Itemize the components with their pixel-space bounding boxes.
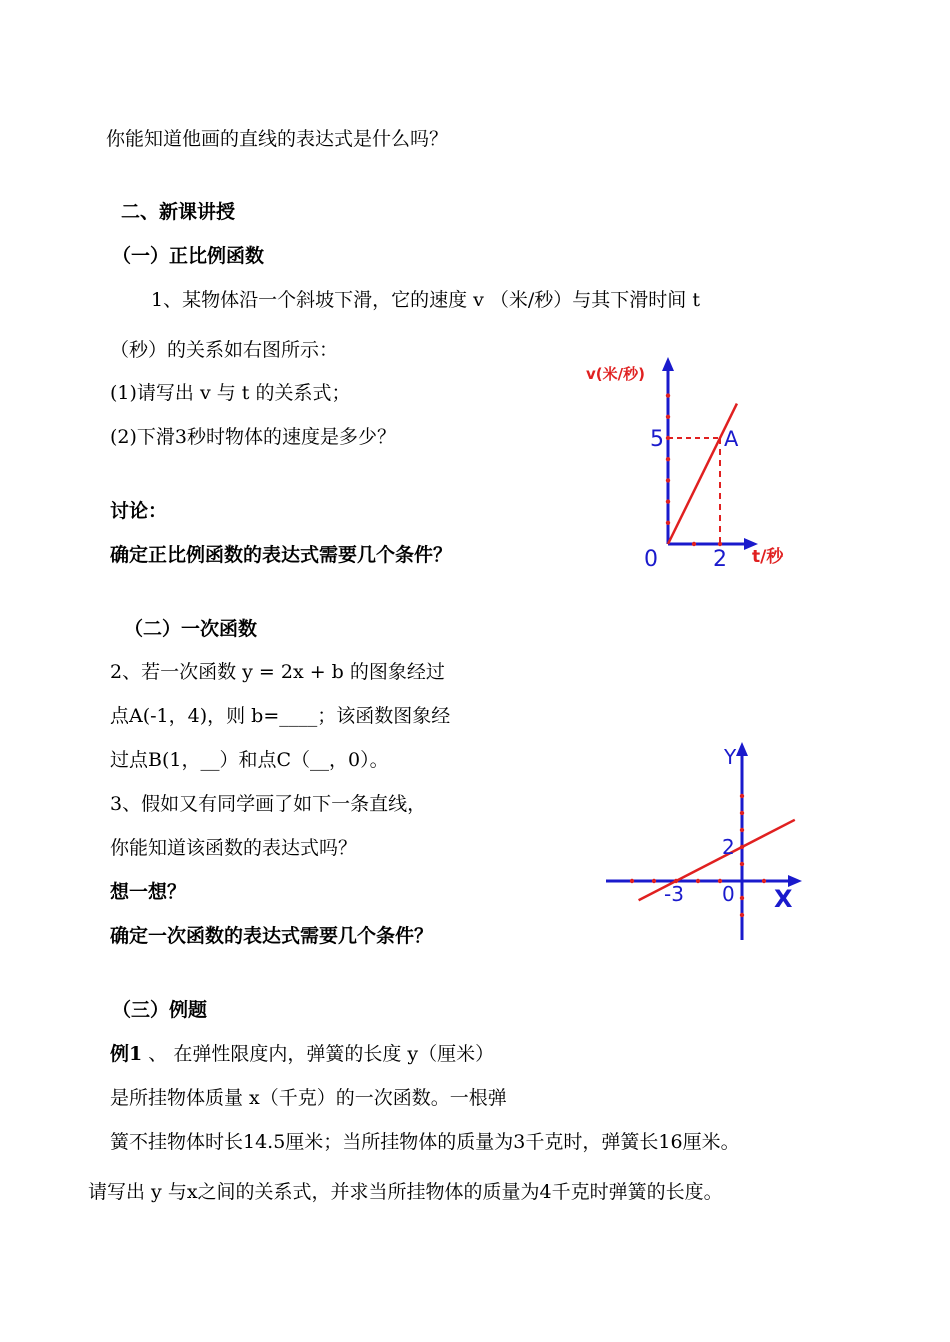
c1-x-axis-label: t/秒 [752, 547, 784, 567]
example-label: 例1 [110, 1043, 143, 1065]
c1-y-tick-dot [666, 393, 670, 397]
example-line3: 簧不挂物体时长14.5厘米；当所挂物体的质量为3千克时，弹簧长16厘米。 [110, 1131, 740, 1153]
linear-function-chart [600, 740, 810, 945]
section-title: 二、新课讲授 [121, 201, 236, 223]
c2-x-tick-dot [630, 879, 634, 883]
discussion-question: 确定正比例函数的表达式需要几个条件？ [110, 544, 453, 566]
discussion-label: 讨论： [110, 500, 168, 522]
problem3-line2: 你能知道该函数的表达式吗？ [110, 837, 358, 859]
c2-tick-dots [630, 794, 766, 917]
c2-y-axis-arrow [736, 742, 748, 756]
example-line1-text: 、 在弹性限度内，弹簧的长度 y（厘米） [142, 1043, 495, 1065]
example-line2: 是所挂物体质量 x（千克）的一次函数。一根弹 [110, 1087, 507, 1109]
c1-series-line [668, 404, 737, 544]
c2-y-tick-dot [740, 794, 744, 798]
c2-y-tick-dot [740, 828, 744, 832]
problem2-line3: 过点B(1，__）和点C（__，0）。 [110, 749, 389, 771]
problem1-question2: (2)下滑3秒时物体的速度是多少？ [110, 426, 397, 448]
c2-x-axis-label: X [774, 885, 793, 913]
problem1-line1: 1、某物体沿一个斜坡下滑，它的速度 v （米/秒）与其下滑时间 t [151, 289, 700, 311]
c2-y-tick-dot [740, 862, 744, 866]
c2-x-tick-label-1: 0 [722, 882, 735, 906]
example-line1 [110, 1042, 494, 1066]
c2-y-axis-label: Y [724, 745, 737, 769]
c1-y-tick-dot [666, 457, 670, 461]
c1-point-label: A [724, 427, 739, 451]
c2-y-tick-label: 2 [722, 835, 735, 859]
problem1-line2: （秒）的关系如右图所示： [110, 339, 339, 361]
subsection-title-1: （一）正比例函数 [112, 245, 265, 267]
c2-y-tick-dot [740, 913, 744, 917]
c2-x-tick-dot [696, 879, 700, 883]
c2-y-tick-dot [740, 896, 744, 900]
velocity-time-chart [580, 355, 810, 575]
c1-y-tick-dot [666, 415, 670, 419]
think-question: 确定一次函数的表达式需要几个条件？ [110, 925, 434, 947]
example-line4: 请写出 y 与x之间的关系式，并求当所挂物体的质量为4千克时弹簧的长度。 [88, 1181, 723, 1203]
c1-x-tick-label-1: 2 [713, 547, 727, 572]
problem3-line1: 3、假如又有同学画了如下一条直线， [110, 793, 427, 815]
intro-question: 你能知道他画的直线的表达式是什么吗？ [106, 128, 449, 150]
c2-x-tick-dot [652, 879, 656, 883]
c1-y-tick-dot [666, 436, 670, 440]
c1-x-tick-dot [692, 542, 696, 546]
c1-y-tick-label: 5 [650, 427, 664, 452]
problem1-question1: (1)请写出 v 与 t 的关系式； [110, 382, 351, 404]
c1-y-tick-dot [666, 521, 670, 525]
c1-y-axis-label: v(米/秒) [586, 365, 645, 383]
c1-x-tick-dot [718, 542, 722, 546]
c1-tick-dots [666, 393, 722, 546]
c1-y-axis-arrow [662, 357, 674, 371]
c1-y-tick-dot [666, 478, 670, 482]
c1-x-tick-label-0: 0 [644, 547, 658, 572]
c2-y-tick-dot [740, 811, 744, 815]
subsection-title-2: （二）一次函数 [124, 618, 258, 640]
c1-y-tick-dot [666, 499, 670, 503]
c2-series-line [639, 820, 795, 900]
c2-x-tick-label-0: -3 [664, 882, 684, 906]
c2-x-tick-dot [762, 879, 766, 883]
problem2-line2: 点A(-1，4)，则 b=____；该函数图象经 [110, 705, 451, 727]
problem2-line1: 2、若一次函数 y = 2x + b 的图象经过 [110, 661, 445, 683]
subsection-title-3: （三）例题 [112, 999, 208, 1021]
think-label: 想一想？ [110, 881, 187, 903]
